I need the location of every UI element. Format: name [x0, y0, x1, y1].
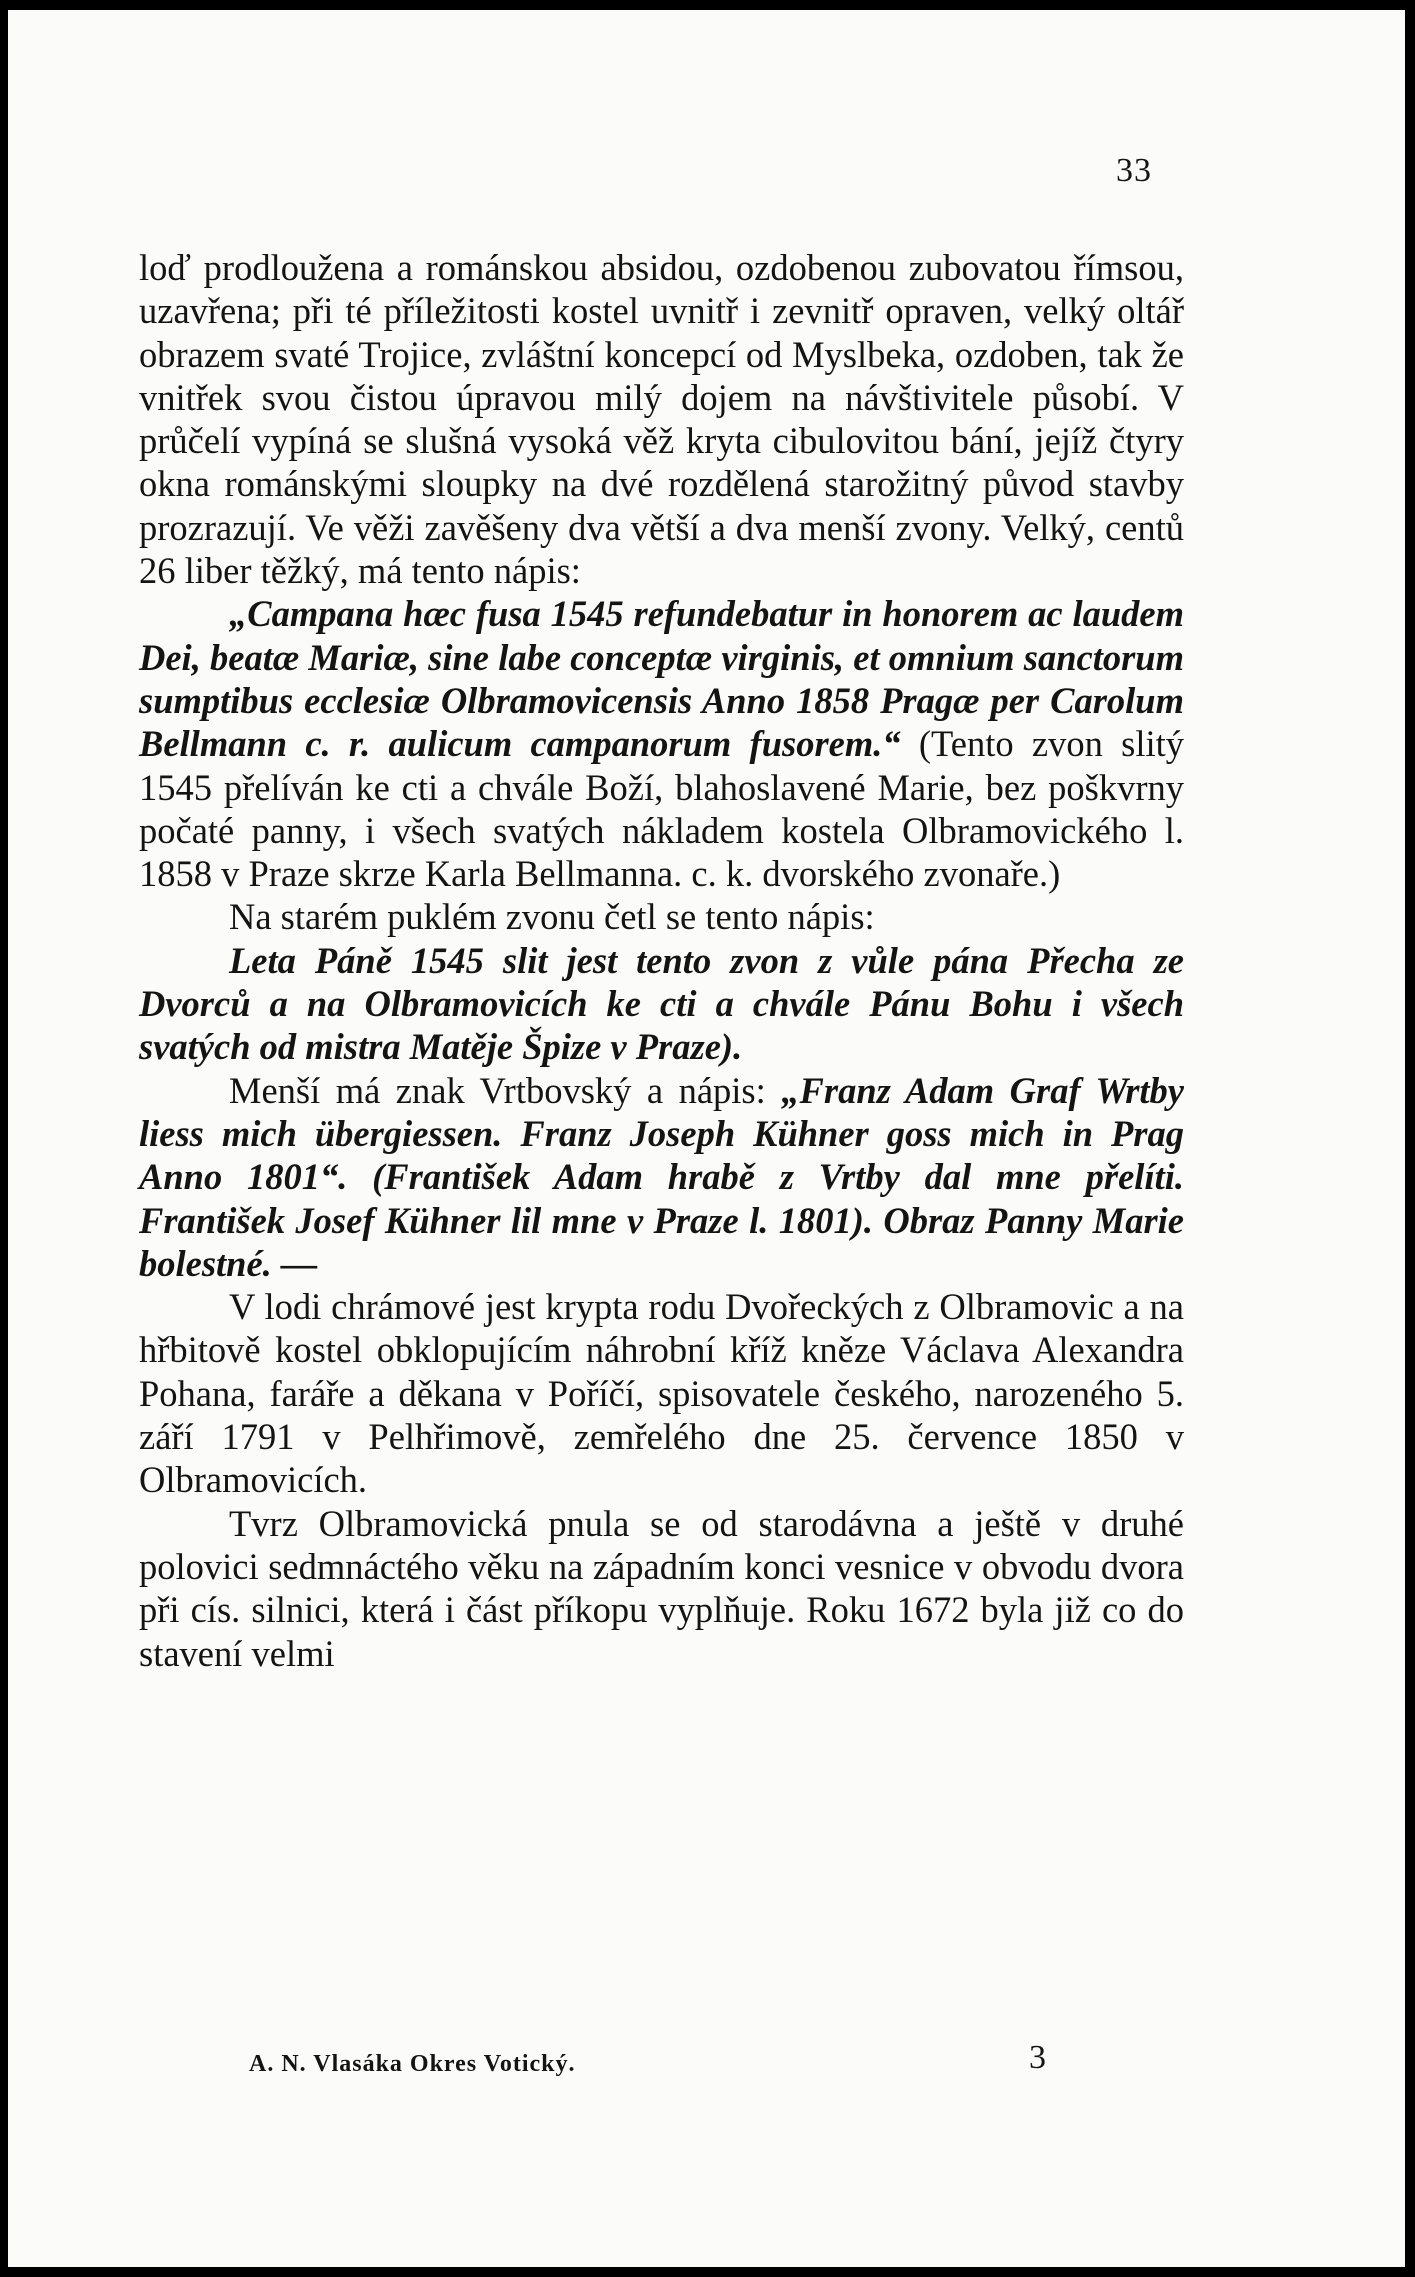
page-footer — [139, 2033, 1184, 2083]
paragraph-large-bell-inscription — [139, 592, 1184, 895]
large-bell-translation: (Tento zvon slitý 1545 přelíván ke cti a chvále Boží, blahoslavené Marie, bez poškvrny počaté panny, i všech svatých nákladem kostela Olbramovického l. 1858 v Praze skrze Karla Bellmanna. c. k. dvorského zvonaře.) — [139, 723, 1184, 895]
paragraph-fortress: Tvrz Olbramovická pnula se od starodávna a ještě v druhé polovici sedmnáctého věku na západním konci vesnice v obvodu dvora při cís. silnici, která i část příkopu vyplňuje. Roku 1672 byla již co do stavení velmi — [139, 1502, 1184, 1674]
paragraph-small-bell — [139, 1069, 1184, 1285]
paragraph-old-bell-inscription: Leta Páně 1545 slit jest tento zvon z vůle pána Přecha ze Dvorců a na Olbramovicích ke cti a chvále Pánu Bohu i všech svatých od mistra Matěje Špize v Praze). — [139, 939, 1184, 1068]
sheet-mark: 3 — [1029, 2039, 1046, 2076]
book-page — [8, 10, 1405, 2267]
page-number: 33 — [1116, 152, 1152, 189]
large-bell-latin-inscription: „Campana hæc fusa 1545 refundebatur in honorem ac laudem Dei, beatæ Mariæ, sine labe conceptæ virginis, et omnium sanctorum sumptibus ecclesiæ Olbramovicensis Anno 1858 Pragæ per Carolum Bellmann c. r. aulicum campanorum fusorem.“ — [139, 593, 1184, 765]
small-bell-inscription: „Franz Adam Graf Wrtby liess mich übergiessen. Franz Joseph Kühner goss mich in Prag Anno 1801“. (František Adam hrabě z Vrtby dal mne přelíti. František Josef Kühner lil mne v Praze l. 1801). Obraz Panny Marie bolestné. — — [139, 1069, 1184, 1284]
paragraph-crypt: V lodi chrámové jest krypta rodu Dvořeckých z Olbramovic a na hřbitově kostel obklopujícím náhrobní kříž kněze Václava Alexandra Pohana, faráře a děkana v Poříčí, spisovatele českého, narozeného 5. září 1791 v Pelhřimově, zemřelého dne 25. července 1850 v Olbramovicích. — [139, 1286, 1184, 1501]
small-bell-intro: Menší má znak Vrtbovský a nápis: — [229, 1069, 782, 1111]
paragraph-church-description: loď prodloužena a románskou absidou, ozdobenou zubovatou římsou, uzavřena; při té příležitosti kostel uvnitř i zevnitř opraven, velký oltář obrazem svaté Trojice, zvláštní koncepcí od Myslbeka, ozdoben, tak že vnitřek svou čistou úpravou milý dojem na návštivitele působí. V průčelí vypíná se slušná vysoká věž kryta cibulovitou bání, jejíž čtyry okna románskými sloupky na dvé rozdělená starožitný původ stavby prozrazují. Ve věži zavěšeny dva větší a dva menší zvony. Velký, centů 26 liber těžký, má tento nápis: — [139, 247, 1184, 592]
paragraph-old-bell-intro: Na starém puklém zvonu četl se tento nápis: — [229, 896, 875, 938]
body-text — [139, 246, 1184, 1675]
footer-signature: A. N. Vlasáka Okres Votický. — [249, 2051, 576, 2077]
